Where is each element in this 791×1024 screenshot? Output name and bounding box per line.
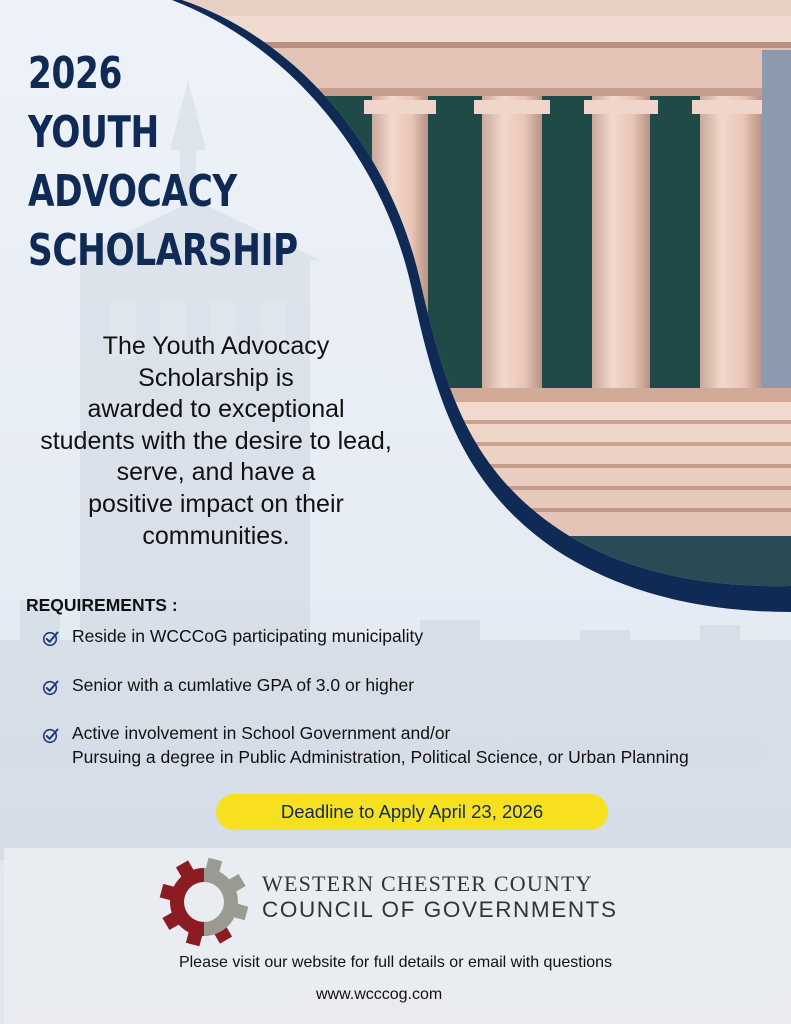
description-line: positive impact on their (88, 489, 344, 518)
organization-name (262, 871, 618, 923)
title-line: SCHOLARSHIP (28, 225, 298, 276)
website-link[interactable]: www.wcccog.com (316, 986, 443, 1003)
requirement-text: Active involvement in School Government and/or (72, 723, 451, 743)
check-circle-icon (42, 630, 59, 647)
requirement-text: Reside in WCCCoG participating municipality (72, 626, 424, 646)
requirements-heading: REQUIREMENTS : (26, 595, 178, 615)
visit-website-text: Please visit our website for full details or email with questions (178, 954, 613, 971)
check-circle-icon (42, 727, 59, 744)
title-line: YOUTH (28, 107, 159, 158)
description-line: The Youth Advocacy (102, 332, 330, 360)
title-line: ADVOCACY (28, 166, 237, 217)
title-line: 2026 (28, 48, 122, 99)
description-line: serve, and have a (116, 458, 316, 487)
description-line: students with the desire to lead, (40, 426, 392, 455)
organization-line-1: WESTERN CHESTER COUNTY (262, 871, 593, 896)
check-circle-icon (42, 679, 59, 696)
gear-logo-icon (158, 856, 250, 948)
organization-line-2: COUNCIL OF GOVERNMENTS (262, 897, 618, 922)
requirement-text: Senior with a cumlative GPA of 3.0 or higher (72, 675, 415, 695)
description-line: Scholarship is (138, 363, 294, 392)
deadline-banner: Deadline to Apply April 23, 2026 (216, 794, 608, 830)
description-line: communities. (142, 521, 290, 550)
scholarship-title (28, 44, 298, 280)
scholarship-description (14, 331, 418, 552)
requirement-text: Pursuing a degree in Public Administration, Political Science, or Urban Planning (72, 747, 689, 767)
description-line: awarded to exceptional (87, 395, 345, 424)
